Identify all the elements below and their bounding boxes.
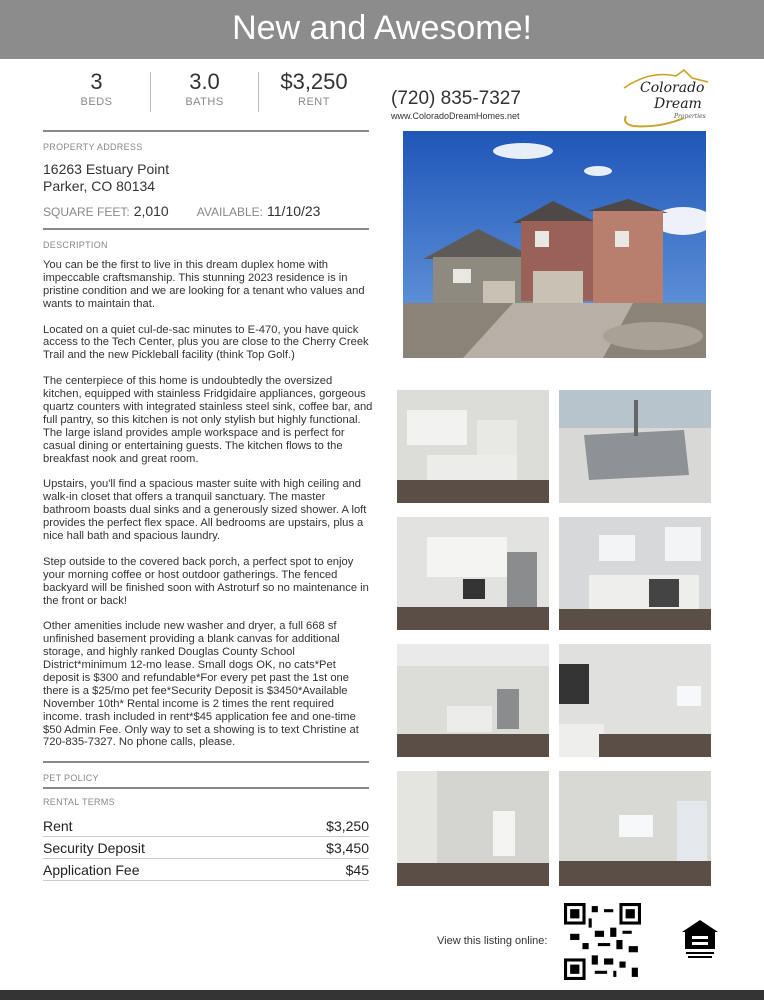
stat-rent (259, 68, 369, 118)
stat-baths (151, 68, 258, 118)
term-value: $45 (345, 862, 369, 878)
beds-label: BEDS (80, 96, 113, 108)
rental-terms-label: RENTAL TERMS (43, 797, 115, 807)
company-logo (620, 66, 712, 128)
baths-value: 3.0 (189, 69, 220, 94)
logo-line2: Dream (654, 96, 702, 112)
rent-value: $3,250 (280, 69, 348, 94)
section-rule (43, 130, 369, 132)
term-name: Rent (43, 818, 73, 834)
term-name: Security Deposit (43, 840, 145, 856)
address-street: 16263 Estuary Point (43, 161, 170, 177)
sqft-label: SQUARE FEET: (43, 205, 130, 219)
kitchen-island-photo[interactable] (559, 517, 711, 630)
qr-code[interactable] (564, 903, 641, 980)
header-banner (0, 0, 764, 59)
contact-website[interactable]: www.ColoradoDreamHomes.net (391, 111, 520, 121)
description-paragraph: Upstairs, you'll find a spacious master suite with high ceiling and walk-in closet that offers a tranquil sanctuary. The master bathroom boasts dual sinks and a generously sized shower. A loft provides the perfect flex space. All bedrooms are upstairs, plus a nice hall bath and spacious laundry. (43, 478, 367, 542)
footer-bar (0, 990, 764, 1000)
description-paragraph: You can be the first to live in this dream duplex home with impeccable craftsmanship. This stunning 2023 residence is in pristine condition and we are looking for a tenant who values and wants to maintain that. (43, 259, 365, 310)
rent-label: RENT (298, 96, 330, 108)
description-body (43, 259, 373, 762)
sqft-value: 2,010 (133, 203, 169, 219)
section-rule (43, 228, 369, 230)
great-room-photo[interactable] (397, 644, 549, 757)
pet-policy-label: PET POLICY (43, 773, 99, 783)
breakfast-nook-photo[interactable] (559, 644, 711, 757)
kitchen-photo[interactable] (397, 390, 549, 503)
bedroom-photo[interactable] (397, 771, 549, 886)
term-value: $3,250 (326, 818, 369, 834)
available-value: 11/10/23 (267, 203, 321, 219)
description-paragraph: Other amenities include new washer and dryer, a full 668 sf unfinished basement providing a blank canvas for additional storage, and highly ranked Douglas County School District*minimum 12-mo lease. Small dogs OK, no cats*Pet deposit is $300 and refundable*For every pet past the 1st one there is a $25/mo pet fee*Security Deposit is $3450*Available November 10th* Rental income is 2 times the rent required income. trash included in rent*$45 application fee and one-time $50 Admin Fee. Only way to set a showing is to text Christine at 720-835-7327. No phone calls, please. (43, 620, 359, 749)
property-address-label: PROPERTY ADDRESS (43, 142, 143, 152)
banner-title: New and Awesome! (232, 9, 532, 47)
rental-term-row (43, 837, 369, 859)
property-address (43, 161, 169, 195)
term-name: Application Fee (43, 862, 140, 878)
sink-photo[interactable] (559, 390, 711, 503)
stat-beds (43, 68, 150, 118)
logo-line3: Properties (674, 113, 706, 120)
description-paragraph: The centerpiece of this home is undoubtedly the oversized kitchen, equipped with stainless Fridgidaire appliances, gorgeous quartz counters with integrated stainless steel sink, coffee bar, and full pantry, so this kitchen is not only stylish but highly functional. The large island provides ample workspace and is perfect for casual dining or entertaining guests. The kitchen flows to the breakfast nook and great room. (43, 375, 373, 465)
contact-phone[interactable]: (720) 835-7327 (391, 88, 521, 109)
equal-housing-icon (680, 918, 720, 962)
sqft-availability-row (43, 203, 320, 219)
description-label: DESCRIPTION (43, 240, 108, 250)
description-paragraph: Located on a quiet cul-de-sac minutes to E-470, you have quick access to the Tech Center, plus you are close to the Cherry Creek Trail and the new Pickleball facility (think Top Golf.) (43, 323, 369, 362)
loft-photo[interactable] (559, 771, 711, 886)
rental-terms-table (43, 815, 369, 881)
exterior-photo[interactable] (403, 131, 706, 358)
rental-term-row (43, 815, 369, 837)
beds-value: 3 (90, 69, 103, 94)
rental-term-row (43, 859, 369, 881)
qr-label: View this listing online: (437, 935, 548, 947)
address-city: Parker, CO 80134 (43, 178, 156, 194)
property-stats (43, 68, 369, 118)
term-value: $3,450 (326, 840, 369, 856)
available-label: AVAILABLE: (196, 205, 264, 219)
baths-label: BATHS (185, 96, 224, 108)
description-paragraph: Step outside to the covered back porch, a perfect spot to enjoy your morning coffee or host outdoor gatherings. The fenced backyard will be finished soon with Astroturf so no maintenance in the front or back! (43, 555, 369, 607)
logo-line1: Colorado (640, 80, 705, 96)
section-rule (43, 787, 369, 789)
kitchen-appliances-photo[interactable] (397, 517, 549, 630)
section-rule (43, 761, 369, 763)
